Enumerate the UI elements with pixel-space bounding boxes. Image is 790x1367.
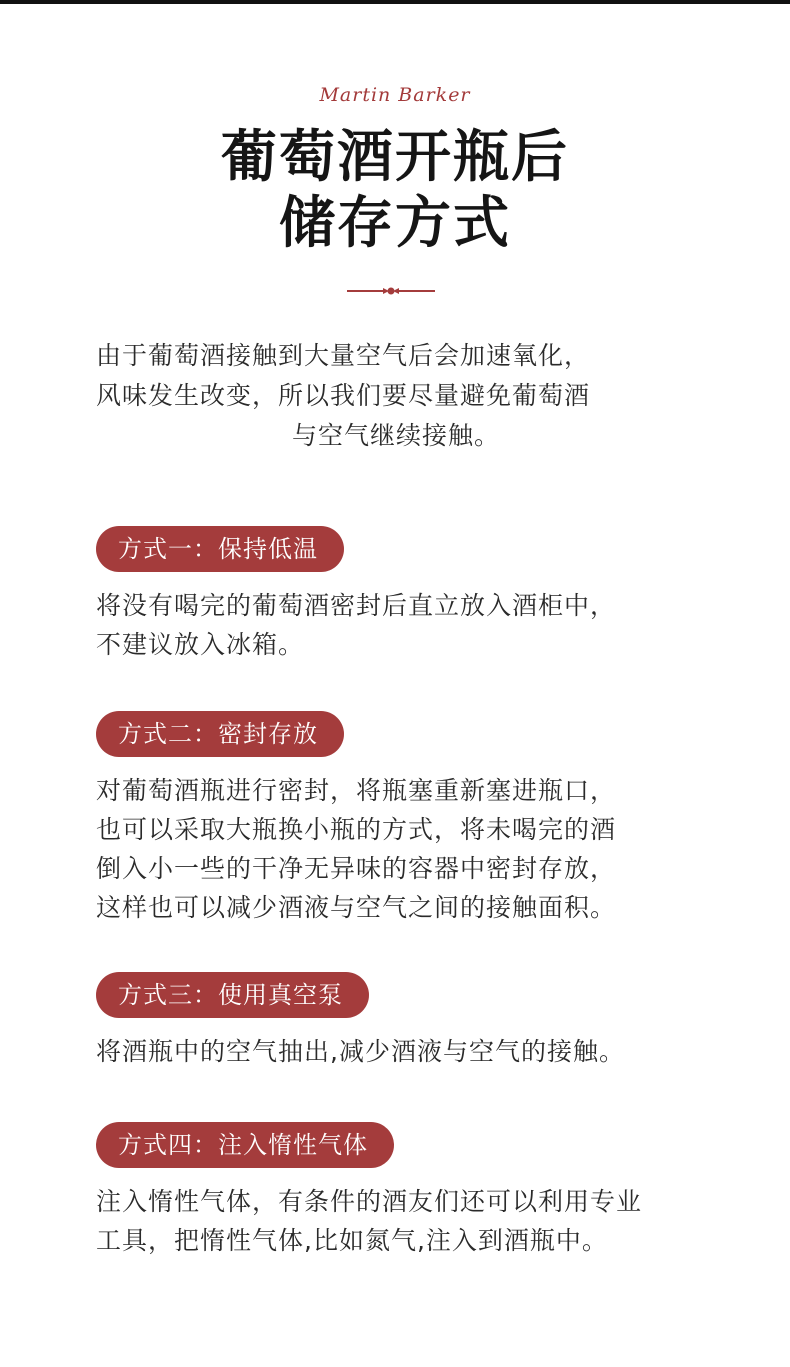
method-text-line: 不建议放入冰箱。	[96, 630, 305, 659]
method-label-pill: 方式三：使用真空泵	[96, 972, 369, 1018]
divider-ornament-icon	[345, 284, 437, 298]
method-section-2	[96, 711, 736, 927]
method-description	[96, 1182, 736, 1260]
method-section-1	[96, 526, 736, 664]
brand-logo-text: Martin Barker	[319, 84, 471, 106]
intro-line-1: 由于葡萄酒接触到大量空气后会加速氧化，	[96, 341, 591, 370]
method-text-line: 这样也可以减少酒液与空气之间的接触面积。	[96, 893, 617, 922]
title-line-2: 储存方式	[279, 190, 511, 256]
intro-paragraph	[96, 336, 696, 456]
method-description	[96, 771, 736, 927]
method-label-pill: 方式二：密封存放	[96, 711, 344, 757]
method-text-line: 将酒瓶中的空气抽出,减少酒液与空气的接触。	[96, 1037, 625, 1066]
method-section-4	[96, 1122, 736, 1260]
intro-line-2: 风味发生改变，所以我们要尽量避免葡萄酒	[96, 381, 591, 410]
intro-line-3: 与空气继续接触。	[291, 421, 500, 450]
method-label-pill: 方式四：注入惰性气体	[96, 1122, 394, 1168]
method-text-line: 倒入小一些的干净无异味的容器中密封存放，	[96, 854, 617, 883]
top-border	[0, 0, 790, 4]
method-description	[96, 1032, 736, 1071]
method-text-line: 注入惰性气体，有条件的酒友们还可以利用专业	[96, 1187, 643, 1216]
method-text-line: 将没有喝完的葡萄酒密封后直立放入酒柜中，	[96, 591, 617, 620]
page-title	[0, 124, 790, 256]
method-label-pill: 方式一：保持低温	[96, 526, 344, 572]
method-description	[96, 586, 736, 664]
method-text-line: 对葡萄酒瓶进行密封，将瓶塞重新塞进瓶口，	[96, 776, 617, 805]
method-text-line: 也可以采取大瓶换小瓶的方式，将未喝完的酒	[96, 815, 617, 844]
method-section-3	[96, 972, 736, 1071]
method-text-line: 工具，把惰性气体,比如氮气,注入到酒瓶中。	[96, 1226, 608, 1255]
title-line-1: 葡萄酒开瓶后	[221, 124, 569, 190]
